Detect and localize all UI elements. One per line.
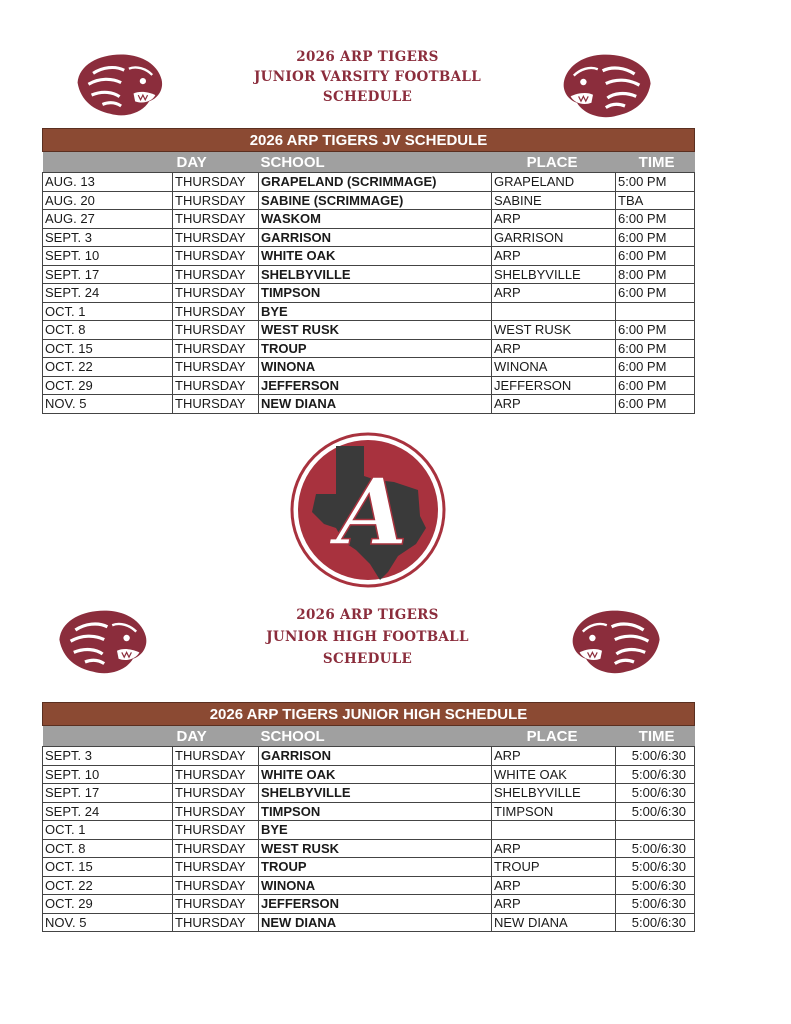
cell-time: 6:00 PM: [616, 339, 695, 358]
cell-school: GARRISON: [259, 747, 492, 766]
jh-schedule-table: [42, 702, 695, 932]
cell-school: TIMPSON: [259, 284, 492, 303]
logo-letter-a: A: [336, 458, 408, 566]
cell-day: THURSDAY: [173, 376, 259, 395]
cell-date: OCT. 8: [43, 321, 173, 340]
jh-heading-line-3: SCHEDULE: [322, 651, 413, 667]
cell-day: THURSDAY: [173, 876, 259, 895]
cell-time: 6:00 PM: [616, 228, 695, 247]
cell-school: BYE: [259, 302, 492, 321]
cell-school: TROUP: [259, 858, 492, 877]
cell-place: [492, 302, 616, 321]
cell-school: WINONA: [259, 358, 492, 377]
jv-heading-line-3: SCHEDULE: [322, 89, 413, 105]
cell-day: THURSDAY: [173, 858, 259, 877]
cell-day: THURSDAY: [173, 228, 259, 247]
cell-place: ARP: [492, 210, 616, 229]
cell-place: SABINE: [492, 191, 616, 210]
column-header-school: SCHOOL: [259, 726, 492, 747]
cell-place: NEW DIANA: [492, 913, 616, 932]
cell-place: ARP: [492, 247, 616, 266]
cell-school: TROUP: [259, 339, 492, 358]
table-row: [43, 839, 695, 858]
tiger-head-icon: [548, 50, 670, 122]
cell-date: AUG. 27: [43, 210, 173, 229]
column-header-date: [43, 726, 173, 747]
cell-day: THURSDAY: [173, 302, 259, 321]
cell-date: AUG. 20: [43, 191, 173, 210]
cell-date: SEPT. 17: [43, 784, 173, 803]
cell-date: SEPT. 10: [43, 247, 173, 266]
cell-time: 6:00 PM: [616, 247, 695, 266]
tiger-head-icon: [556, 606, 680, 678]
jv-schedule-table: [42, 128, 695, 414]
cell-school: BYE: [259, 821, 492, 840]
table-row: [43, 358, 695, 377]
table-row: [43, 395, 695, 414]
cell-date: OCT. 22: [43, 876, 173, 895]
cell-time: 5:00/6:30: [616, 895, 695, 914]
cell-day: THURSDAY: [173, 747, 259, 766]
column-header-time: TIME: [616, 726, 695, 747]
cell-place: ARP: [492, 747, 616, 766]
cell-place: ARP: [492, 339, 616, 358]
cell-date: NOV. 5: [43, 913, 173, 932]
cell-time: 6:00 PM: [616, 395, 695, 414]
table-row: [43, 284, 695, 303]
table-header-row: [43, 726, 695, 747]
cell-date: AUG. 13: [43, 173, 173, 192]
cell-date: SEPT. 24: [43, 284, 173, 303]
cell-school: WHITE OAK: [259, 247, 492, 266]
arp-a-logo: [290, 432, 446, 588]
cell-place: JEFFERSON: [492, 376, 616, 395]
column-header-place: PLACE: [492, 152, 616, 173]
table-row: [43, 765, 695, 784]
cell-time: 5:00/6:30: [616, 765, 695, 784]
cell-time: 6:00 PM: [616, 321, 695, 340]
cell-date: OCT. 8: [43, 839, 173, 858]
cell-date: OCT. 1: [43, 821, 173, 840]
cell-place: GARRISON: [492, 228, 616, 247]
cell-place: TIMPSON: [492, 802, 616, 821]
cell-day: THURSDAY: [173, 265, 259, 284]
cell-school: WASKOM: [259, 210, 492, 229]
cell-place: ARP: [492, 395, 616, 414]
cell-time: 5:00/6:30: [616, 858, 695, 877]
cell-time: 5:00/6:30: [616, 876, 695, 895]
jv-heading-line-1: 2026 ARP TIGERS: [296, 49, 439, 65]
cell-date: OCT. 29: [43, 895, 173, 914]
cell-school: WHITE OAK: [259, 765, 492, 784]
table-row: [43, 821, 695, 840]
cell-time: 6:00 PM: [616, 284, 695, 303]
cell-date: NOV. 5: [43, 395, 173, 414]
table-row: [43, 228, 695, 247]
table-row: [43, 858, 695, 877]
cell-time: [616, 302, 695, 321]
column-header-school: SCHOOL: [259, 152, 492, 173]
table-row: [43, 784, 695, 803]
cell-school: WINONA: [259, 876, 492, 895]
cell-place: TROUP: [492, 858, 616, 877]
table-header-row: [43, 152, 695, 173]
table-row: [43, 321, 695, 340]
cell-date: OCT. 22: [43, 358, 173, 377]
table-row: [43, 191, 695, 210]
cell-day: THURSDAY: [173, 339, 259, 358]
jv-table-title: 2026 ARP TIGERS JV SCHEDULE: [43, 129, 695, 152]
cell-place: WINONA: [492, 358, 616, 377]
cell-day: THURSDAY: [173, 358, 259, 377]
table-row: [43, 895, 695, 914]
cell-school: SABINE (SCRIMMAGE): [259, 191, 492, 210]
table-row: [43, 876, 695, 895]
table-row: [43, 210, 695, 229]
cell-time: 6:00 PM: [616, 376, 695, 395]
cell-place: SHELBYVILLE: [492, 265, 616, 284]
cell-day: THURSDAY: [173, 784, 259, 803]
cell-school: JEFFERSON: [259, 376, 492, 395]
cell-time: 5:00 PM: [616, 173, 695, 192]
cell-school: JEFFERSON: [259, 895, 492, 914]
table-row: [43, 265, 695, 284]
jh-table-title: 2026 ARP TIGERS JUNIOR HIGH SCHEDULE: [43, 703, 695, 726]
cell-date: OCT. 15: [43, 339, 173, 358]
table-row: [43, 913, 695, 932]
table-title-row: [43, 703, 695, 726]
jh-heading: [195, 604, 540, 670]
cell-time: [616, 821, 695, 840]
cell-day: THURSDAY: [173, 839, 259, 858]
cell-date: SEPT. 3: [43, 747, 173, 766]
column-header-time: TIME: [616, 152, 695, 173]
cell-date: OCT. 29: [43, 376, 173, 395]
cell-date: SEPT. 24: [43, 802, 173, 821]
table-row: [43, 302, 695, 321]
table-title-row: [43, 129, 695, 152]
table-row: [43, 339, 695, 358]
cell-time: 5:00/6:30: [616, 802, 695, 821]
cell-school: GARRISON: [259, 228, 492, 247]
cell-day: THURSDAY: [173, 895, 259, 914]
cell-day: THURSDAY: [173, 210, 259, 229]
cell-school: NEW DIANA: [259, 395, 492, 414]
table-row: [43, 247, 695, 266]
cell-time: 5:00/6:30: [616, 747, 695, 766]
tiger-head-icon: [60, 50, 176, 120]
table-row: [43, 376, 695, 395]
cell-time: TBA: [616, 191, 695, 210]
cell-time: 6:00 PM: [616, 358, 695, 377]
table-row: [43, 173, 695, 192]
cell-school: SHELBYVILLE: [259, 784, 492, 803]
cell-day: THURSDAY: [173, 395, 259, 414]
cell-day: THURSDAY: [173, 173, 259, 192]
cell-school: NEW DIANA: [259, 913, 492, 932]
cell-date: SEPT. 17: [43, 265, 173, 284]
cell-time: 6:00 PM: [616, 210, 695, 229]
cell-day: THURSDAY: [173, 802, 259, 821]
jh-heading-line-1: 2026 ARP TIGERS: [296, 607, 439, 623]
cell-place: ARP: [492, 876, 616, 895]
cell-place: ARP: [492, 284, 616, 303]
cell-place: GRAPELAND: [492, 173, 616, 192]
jv-heading: [195, 47, 540, 107]
column-header-day: DAY: [173, 152, 259, 173]
cell-place: ARP: [492, 839, 616, 858]
cell-school: GRAPELAND (SCRIMMAGE): [259, 173, 492, 192]
jv-heading-line-2: JUNIOR VARSITY FOOTBALL: [254, 69, 481, 85]
cell-school: SHELBYVILLE: [259, 265, 492, 284]
column-header-day: DAY: [173, 726, 259, 747]
jh-heading-line-2: JUNIOR HIGH FOOTBALL: [266, 629, 469, 645]
cell-school: TIMPSON: [259, 802, 492, 821]
cell-place: WHITE OAK: [492, 765, 616, 784]
cell-date: OCT. 1: [43, 302, 173, 321]
cell-time: 5:00/6:30: [616, 913, 695, 932]
cell-day: THURSDAY: [173, 191, 259, 210]
cell-date: OCT. 15: [43, 858, 173, 877]
cell-place: WEST RUSK: [492, 321, 616, 340]
cell-day: THURSDAY: [173, 821, 259, 840]
cell-place: [492, 821, 616, 840]
table-row: [43, 747, 695, 766]
cell-place: SHELBYVILLE: [492, 784, 616, 803]
cell-day: THURSDAY: [173, 321, 259, 340]
column-header-place: PLACE: [492, 726, 616, 747]
column-header-date: [43, 152, 173, 173]
cell-day: THURSDAY: [173, 913, 259, 932]
cell-date: SEPT. 3: [43, 228, 173, 247]
cell-day: THURSDAY: [173, 765, 259, 784]
cell-time: 5:00/6:30: [616, 839, 695, 858]
cell-school: WEST RUSK: [259, 839, 492, 858]
cell-place: ARP: [492, 895, 616, 914]
cell-day: THURSDAY: [173, 247, 259, 266]
cell-time: 8:00 PM: [616, 265, 695, 284]
table-row: [43, 802, 695, 821]
cell-day: THURSDAY: [173, 284, 259, 303]
tiger-head-icon: [42, 606, 160, 678]
cell-time: 5:00/6:30: [616, 784, 695, 803]
cell-school: WEST RUSK: [259, 321, 492, 340]
cell-date: SEPT. 10: [43, 765, 173, 784]
